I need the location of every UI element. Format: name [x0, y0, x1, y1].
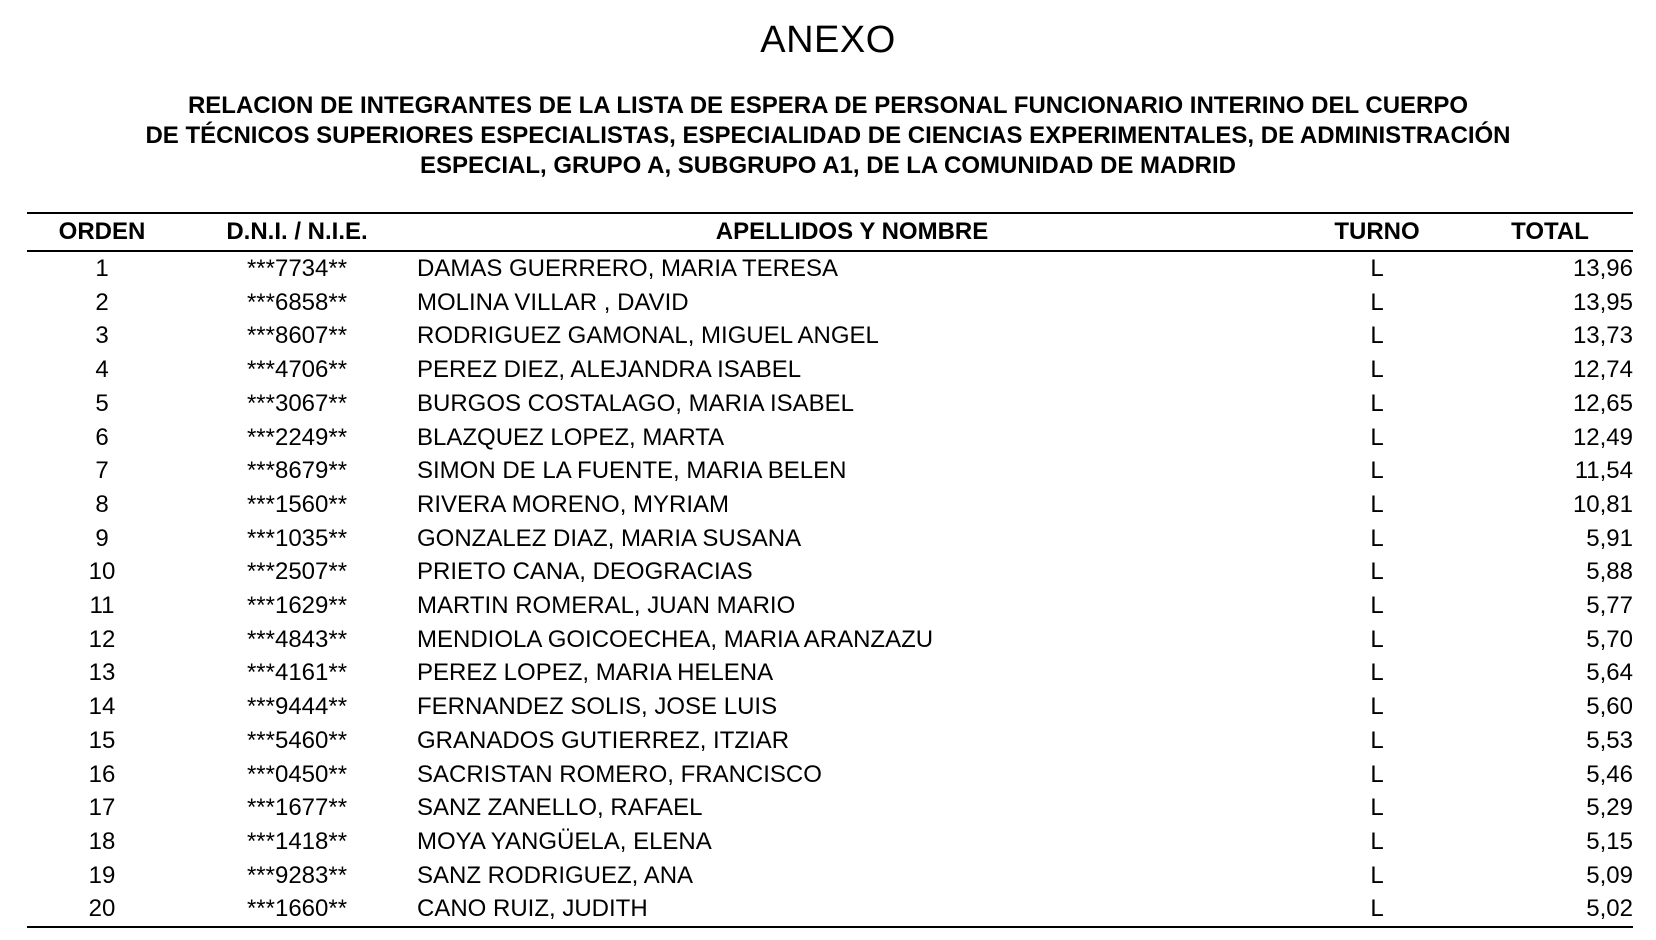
- cell-name: MARTIN ROMERAL, JUAN MARIO: [417, 592, 796, 620]
- cell-orden: 13: [88, 659, 116, 687]
- table-header-row: [27, 213, 1633, 251]
- cell-orden: 20: [27, 892, 177, 927]
- cell-dni: ***1660**: [177, 892, 417, 927]
- cell-turno: L: [1287, 892, 1467, 927]
- cell-total: 5,91: [1586, 524, 1633, 552]
- cell-turno: L: [1370, 861, 1384, 889]
- table-row: [27, 251, 1633, 286]
- header-name: APELLIDOS Y NOMBRE: [715, 218, 989, 245]
- cell-dni: ***1629**: [246, 592, 348, 620]
- cell-turno: L: [1370, 356, 1384, 384]
- cell-name: MOYA YANGÜELA, ELENA: [417, 827, 712, 855]
- cell-name: PEREZ DIEZ, ALEJANDRA ISABEL: [417, 356, 802, 384]
- table-row: [27, 825, 1633, 859]
- cell-dni: ***2507**: [246, 558, 348, 586]
- table-row: [27, 488, 1633, 522]
- cell-name: GONZALEZ DIAZ, MARIA SUSANA: [417, 524, 802, 552]
- table-row: [27, 892, 1633, 927]
- table-row: [27, 758, 1633, 792]
- cell-turno: L: [1370, 389, 1384, 417]
- cell-orden: 19: [88, 861, 116, 889]
- cell-total: 10,81: [1572, 490, 1633, 518]
- cell-name: SANZ RODRIGUEZ, ANA: [417, 861, 694, 889]
- cell-dni: ***3067**: [246, 389, 348, 417]
- cell-name: PEREZ LOPEZ, MARIA HELENA: [417, 659, 774, 687]
- cell-name: MENDIOLA GOICOECHEA, MARIA ARANZAZU: [417, 625, 934, 653]
- cell-name: SACRISTAN ROMERO, FRANCISCO: [417, 760, 822, 788]
- cell-total: 13,95: [1572, 288, 1633, 316]
- cell-orden: 5: [95, 389, 109, 417]
- cell-name: CANO RUIZ, JUDITH: [417, 892, 1287, 927]
- cell-turno: L: [1370, 760, 1384, 788]
- cell-orden: 8: [95, 490, 109, 518]
- cell-turno: L: [1370, 592, 1384, 620]
- cell-orden: 10: [88, 558, 116, 586]
- cell-dni: ***9283**: [246, 861, 348, 889]
- cell-turno: L: [1370, 827, 1384, 855]
- cell-name: GRANADOS GUTIERREZ, ITZIAR: [417, 726, 790, 754]
- cell-dni: ***0450**: [246, 760, 348, 788]
- cell-orden: 3: [95, 322, 109, 350]
- cell-turno: L: [1370, 693, 1384, 721]
- cell-dni: ***9444**: [246, 693, 348, 721]
- cell-turno: L: [1370, 255, 1384, 282]
- cell-total: 12,49: [1572, 423, 1633, 451]
- cell-orden: 2: [95, 288, 109, 316]
- cell-name: FERNANDEZ SOLIS, JOSE LUIS: [417, 693, 778, 721]
- cell-total: 5,77: [1586, 592, 1633, 620]
- cell-total: 5,09: [1586, 861, 1633, 889]
- header-orden: ORDEN: [58, 218, 146, 245]
- table-row: [27, 690, 1633, 724]
- cell-orden: 6: [95, 423, 109, 451]
- cell-dni: ***2249**: [246, 423, 348, 451]
- table-row: [27, 859, 1633, 893]
- cell-name: SANZ ZANELLO, RAFAEL: [417, 794, 703, 822]
- cell-turno: L: [1370, 490, 1384, 518]
- table-row: [27, 555, 1633, 589]
- cell-total: 11,54: [1574, 457, 1633, 485]
- cell-dni: ***5460**: [246, 726, 348, 754]
- cell-total: 5,64: [1586, 659, 1633, 687]
- cell-turno: L: [1370, 558, 1384, 586]
- cell-orden: 11: [89, 592, 115, 620]
- table-row: [27, 319, 1633, 353]
- header-dni: D.N.I. / N.I.E.: [226, 218, 368, 245]
- table-row: [27, 353, 1633, 387]
- cell-total: 5,02: [1467, 892, 1633, 927]
- cell-turno: L: [1370, 659, 1384, 687]
- cell-dni: ***1560**: [246, 490, 348, 518]
- cell-name: RODRIGUEZ GAMONAL, MIGUEL ANGEL: [417, 322, 879, 350]
- table-row: [27, 522, 1633, 556]
- cell-dni: ***1677**: [246, 794, 348, 822]
- header-total: TOTAL: [1511, 218, 1589, 245]
- cell-total: 13,96: [1572, 255, 1633, 282]
- cell-turno: L: [1370, 457, 1384, 485]
- cell-name: BLAZQUEZ LOPEZ, MARTA: [417, 423, 725, 451]
- cell-total: 5,15: [1586, 827, 1633, 855]
- header-turno: TURNO: [1334, 218, 1420, 245]
- table-row: [27, 791, 1633, 825]
- cell-name: SIMON DE LA FUENTE, MARIA BELEN: [417, 457, 847, 485]
- subtitle-line-2: DE TÉCNICOS SUPERIORES ESPECIALISTAS, ESPECIALIDAD DE CIENCIAS EXPERIMENTALES, DE ADMINISTRACIÓN: [145, 122, 1511, 149]
- cell-orden: 12: [88, 625, 116, 653]
- cell-dni: ***1418**: [246, 827, 348, 855]
- table-row: [27, 387, 1633, 421]
- cell-name: RIVERA MORENO, MYRIAM: [417, 490, 730, 518]
- cell-total: 5,46: [1586, 760, 1633, 788]
- cell-dni: ***4706**: [246, 356, 348, 384]
- subtitle-line-1: RELACION DE INTEGRANTES DE LA LISTA DE ESPERA DE PERSONAL FUNCIONARIO INTERINO DEL CUERPO: [187, 92, 1469, 119]
- table-row: [27, 286, 1633, 320]
- cell-name: DAMAS GUERRERO, MARIA TERESA: [417, 255, 838, 282]
- cell-dni: ***4843**: [246, 625, 348, 653]
- cell-total: 5,70: [1586, 625, 1633, 653]
- table-body: [27, 251, 1633, 927]
- table-row: [27, 454, 1633, 488]
- cell-orden: 4: [95, 356, 109, 384]
- table-row: [27, 421, 1633, 455]
- document-title: ANEXO: [760, 19, 896, 61]
- cell-dni: ***1035**: [246, 524, 348, 552]
- cell-orden: 15: [88, 726, 116, 754]
- cell-dni: ***6858**: [246, 288, 348, 316]
- cell-orden: 18: [88, 827, 116, 855]
- cell-dni: ***8607**: [246, 322, 348, 350]
- cell-turno: L: [1370, 524, 1384, 552]
- cell-orden: 1: [95, 255, 109, 282]
- cell-orden: 16: [88, 760, 116, 788]
- cell-name: MOLINA VILLAR , DAVID: [417, 288, 689, 316]
- cell-turno: L: [1370, 288, 1384, 316]
- cell-total: 12,65: [1572, 389, 1633, 417]
- cell-turno: L: [1370, 726, 1384, 754]
- cell-turno: L: [1370, 322, 1384, 350]
- cell-orden: 9: [95, 524, 109, 552]
- table-row: [27, 589, 1633, 623]
- cell-dni: ***8679**: [246, 457, 348, 485]
- cell-total: 5,29: [1586, 794, 1633, 822]
- cell-total: 5,88: [1586, 558, 1633, 586]
- table-row: [27, 724, 1633, 758]
- cell-name: BURGOS COSTALAGO, MARIA ISABEL: [417, 389, 855, 417]
- cell-total: 13,73: [1572, 322, 1633, 350]
- table-row: [27, 656, 1633, 690]
- cell-orden: 14: [88, 693, 116, 721]
- cell-turno: L: [1370, 423, 1384, 451]
- waiting-list-table: [27, 212, 1633, 928]
- document-subtitle: [60, 91, 1596, 181]
- cell-orden: 17: [88, 794, 116, 822]
- cell-dni: ***4161**: [246, 659, 348, 687]
- cell-dni: ***7734**: [246, 255, 348, 282]
- cell-total: 5,53: [1586, 726, 1633, 754]
- cell-turno: L: [1370, 794, 1384, 822]
- subtitle-line-3: ESPECIAL, GRUPO A, SUBGRUPO A1, DE LA COMUNIDAD DE MADRID: [419, 152, 1237, 179]
- cell-total: 5,60: [1586, 693, 1633, 721]
- cell-name: PRIETO CANA, DEOGRACIAS: [417, 558, 753, 586]
- cell-orden: 7: [95, 457, 109, 485]
- table-header: [27, 213, 1633, 251]
- cell-total: 12,74: [1572, 356, 1633, 384]
- cell-turno: L: [1370, 625, 1384, 653]
- table-row: [27, 623, 1633, 657]
